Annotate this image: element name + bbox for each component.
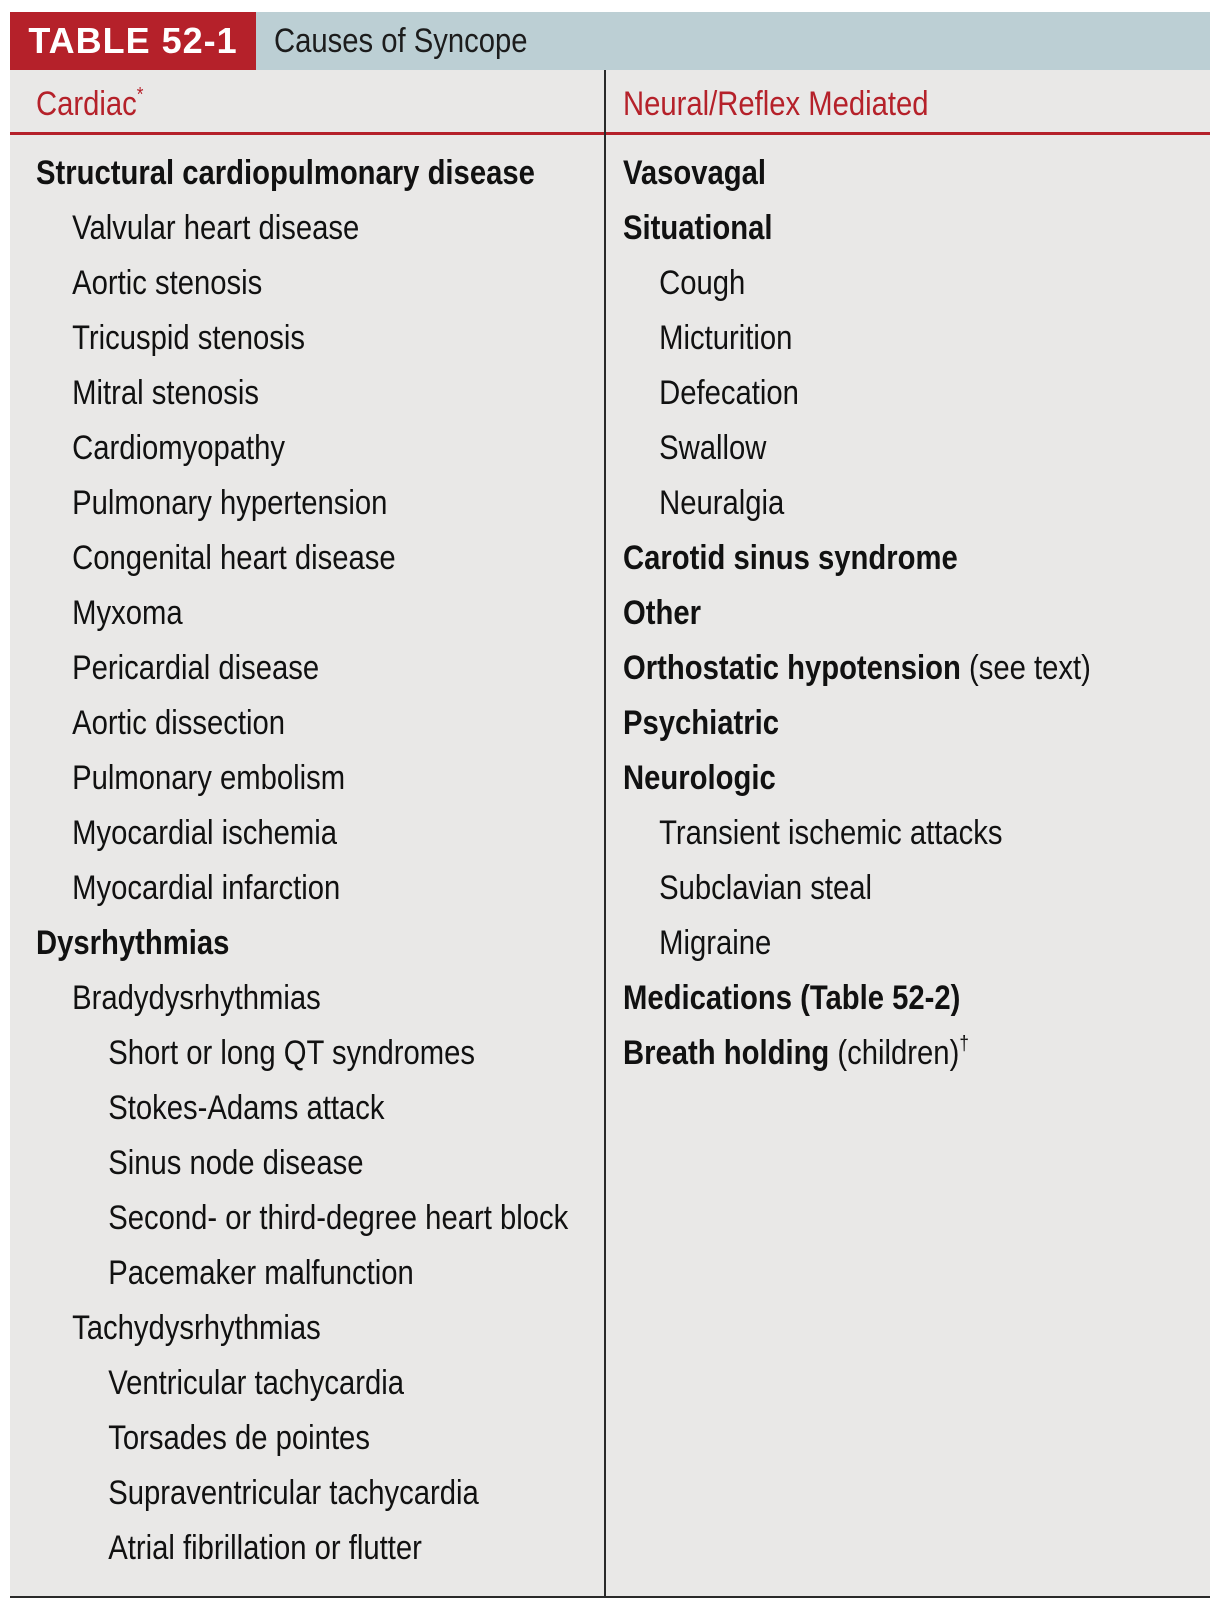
item-text: Neurologic (623, 759, 776, 797)
cardiac-list-item (36, 1466, 568, 1521)
item-text: Dysrhythmias (36, 924, 230, 962)
footnote-mark: † (959, 1033, 969, 1055)
neural-list-item (623, 1026, 1091, 1081)
cardiac-list-item (36, 366, 568, 421)
neural-list-item (623, 861, 1091, 916)
item-text: Medications (Table 52-2) (623, 979, 961, 1017)
item-text: Migraine (659, 924, 772, 962)
item-text: Aortic stenosis (72, 264, 263, 302)
item-text: Second- or third-degree heart block (108, 1199, 569, 1237)
item-text: Micturition (659, 319, 793, 357)
cardiac-list-item (36, 146, 568, 201)
cardiac-list-item (36, 1081, 568, 1136)
neural-causes-list (623, 146, 1167, 1081)
item-text: Cough (659, 264, 746, 302)
cardiac-column-header (36, 82, 143, 126)
item-text: Neuralgia (659, 484, 785, 522)
cardiac-list-item (36, 696, 568, 751)
cardiac-footnote-mark: * (136, 84, 144, 106)
item-text: Cardiomyopathy (72, 429, 286, 467)
cardiac-list-item (36, 476, 568, 531)
item-text: Psychiatric (623, 704, 780, 742)
item-text: Bradydysrhythmias (72, 979, 321, 1017)
item-text: Ventricular tachycardia (108, 1364, 405, 1402)
neural-list-item (623, 586, 1091, 641)
neural-list-item (623, 366, 1091, 421)
neural-list-item (623, 531, 1091, 586)
cardiac-header-text: Cardiac (36, 85, 137, 123)
neural-list-item (623, 256, 1091, 311)
item-note: (see text) (960, 649, 1091, 687)
item-text: Pacemaker malfunction (108, 1254, 414, 1292)
cardiac-causes-list (36, 146, 655, 1576)
item-text: Aortic dissection (72, 704, 286, 742)
table-title: Causes of Syncope (274, 22, 528, 60)
item-text: Tachydysrhythmias (72, 1309, 321, 1347)
neural-list-item (623, 311, 1091, 366)
neural-column-header: Neural/Reflex Mediated (623, 85, 929, 123)
item-text: Subclavian steal (659, 869, 873, 907)
item-text: Tricuspid stenosis (72, 319, 306, 357)
table-title-bar (10, 12, 1210, 70)
header-rule (10, 132, 1210, 135)
item-text: Orthostatic hypotension (623, 649, 961, 687)
item-text: Mitral stenosis (72, 374, 259, 412)
item-text: Vasovagal (623, 154, 767, 192)
neural-list-item (623, 421, 1091, 476)
bottom-rule (10, 1596, 1210, 1598)
item-text: Short or long QT syndromes (108, 1034, 475, 1072)
neural-list-item (623, 751, 1091, 806)
item-text: Myocardial ischemia (72, 814, 337, 852)
item-note: (children) (829, 1034, 960, 1072)
cardiac-list-item (36, 641, 568, 696)
item-text: Pulmonary embolism (72, 759, 346, 797)
item-text: Torsades de pointes (108, 1419, 370, 1457)
cardiac-list-item (36, 971, 568, 1026)
item-text: Pericardial disease (72, 649, 320, 687)
item-text: Stokes-Adams attack (108, 1089, 385, 1127)
item-text: Swallow (659, 429, 767, 467)
item-text: Other (623, 594, 701, 632)
item-text: Carotid sinus syndrome (623, 539, 958, 577)
item-text: Supraventricular tachycardia (108, 1474, 479, 1512)
neural-list-item (623, 201, 1091, 256)
item-text: Breath holding (623, 1034, 830, 1072)
neural-list-item (623, 146, 1091, 201)
cardiac-list-item (36, 256, 568, 311)
item-text: Myxoma (72, 594, 183, 632)
item-text: Myocardial infarction (72, 869, 341, 907)
item-text: Valvular heart disease (72, 209, 360, 247)
cardiac-list-item (36, 751, 568, 806)
cardiac-list-item (36, 421, 568, 476)
cardiac-list-item (36, 531, 568, 586)
item-text: Sinus node disease (108, 1144, 364, 1182)
cardiac-list-item (36, 861, 568, 916)
cardiac-list-item (36, 806, 568, 861)
neural-list-item (623, 641, 1091, 696)
syncope-table (10, 12, 1210, 1598)
cardiac-list-item (36, 201, 568, 256)
cardiac-list-item (36, 1191, 568, 1246)
item-text: Congenital heart disease (72, 539, 396, 577)
cardiac-list-item (36, 1136, 568, 1191)
cardiac-list-item (36, 1301, 568, 1356)
cardiac-list-item (36, 1521, 568, 1576)
cardiac-list-item (36, 311, 568, 366)
item-text: Defecation (659, 374, 799, 412)
item-text: Structural cardiopulmonary disease (36, 154, 535, 192)
neural-list-item (623, 696, 1091, 751)
cardiac-list-item (36, 1026, 568, 1081)
table-number-label: TABLE 52-1 (10, 12, 256, 70)
neural-list-item (623, 806, 1091, 861)
item-text: Atrial fibrillation or flutter (108, 1529, 422, 1567)
neural-list-item (623, 916, 1091, 971)
neural-list-item (623, 971, 1091, 1026)
item-text: Pulmonary hypertension (72, 484, 388, 522)
item-text: Transient ischemic attacks (659, 814, 1003, 852)
item-text: Situational (623, 209, 773, 247)
cardiac-list-item (36, 1356, 568, 1411)
cardiac-list-item (36, 586, 568, 641)
cardiac-list-item (36, 1246, 568, 1301)
cardiac-list-item (36, 916, 568, 971)
neural-list-item (623, 476, 1091, 531)
cardiac-list-item (36, 1411, 568, 1466)
